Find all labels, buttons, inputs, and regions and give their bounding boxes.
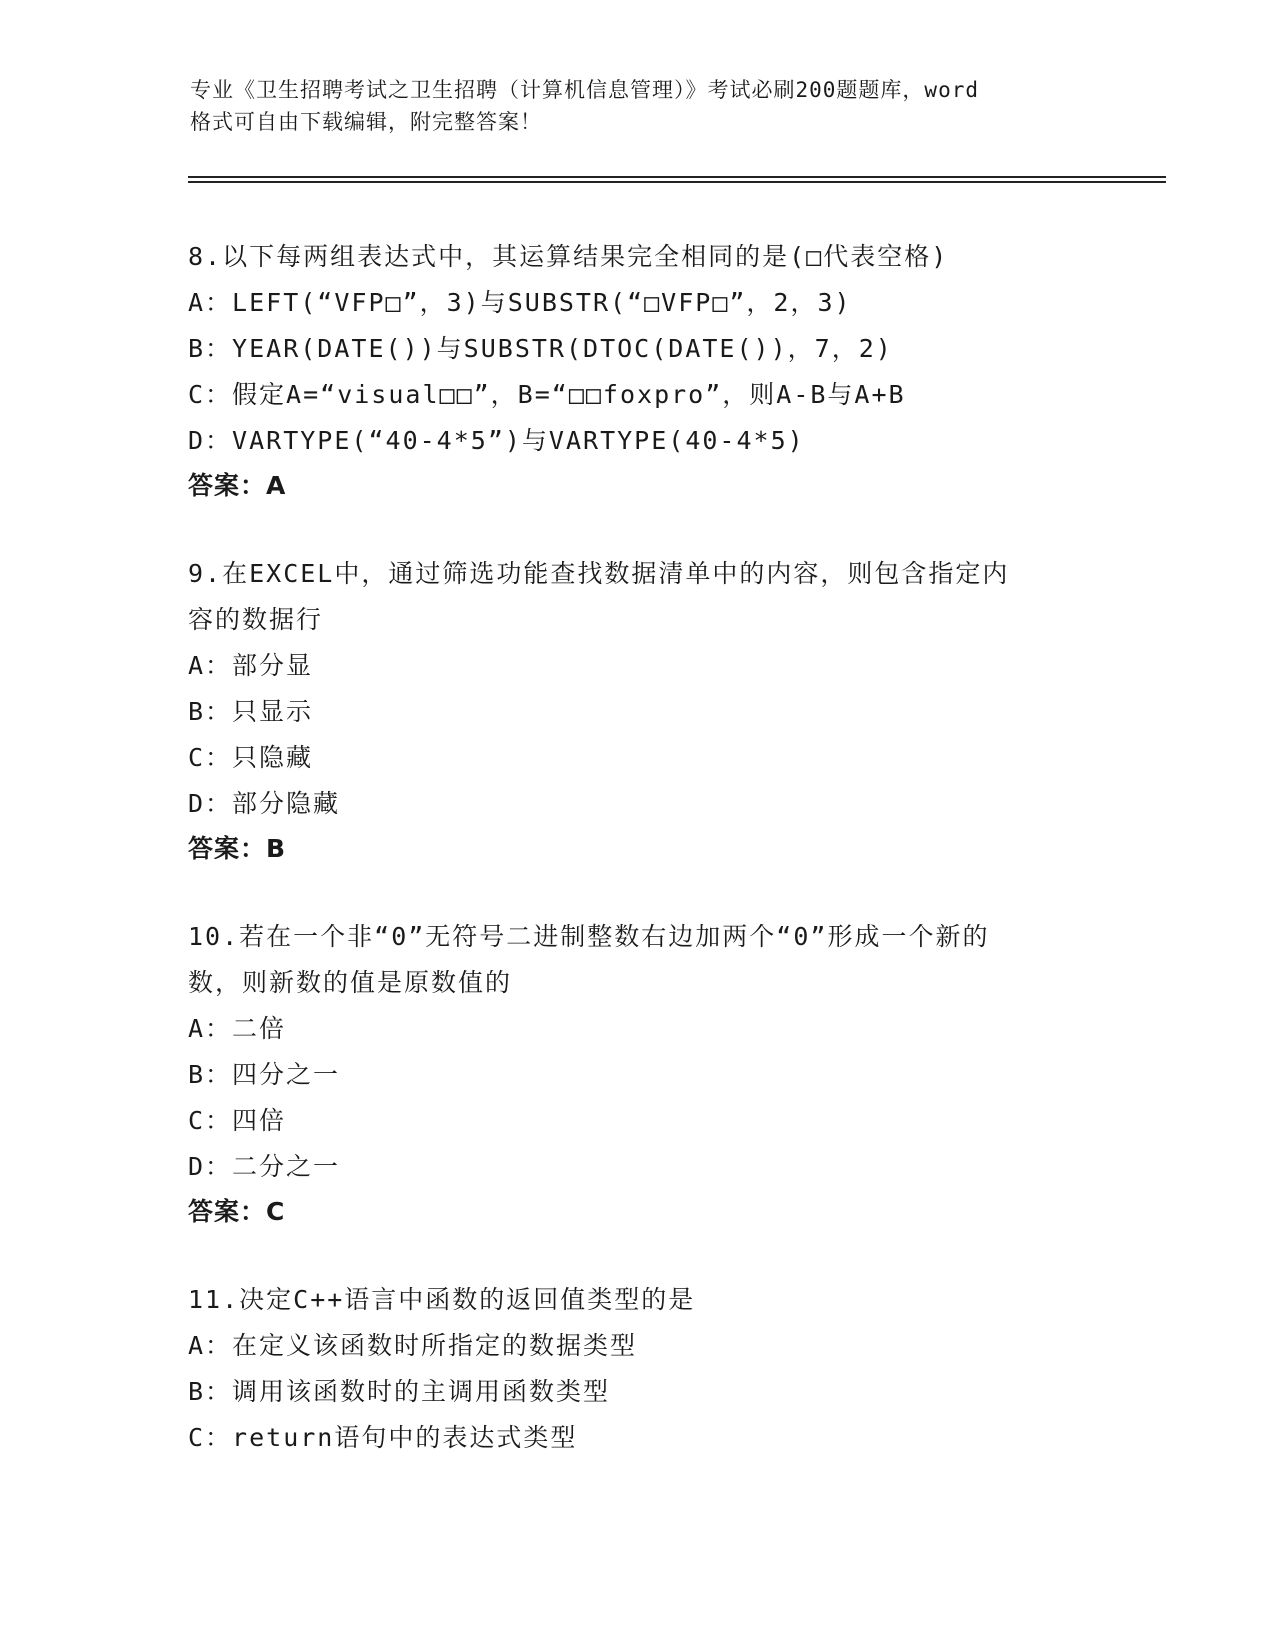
question-stem-line: 数，则新数的值是原数值的 bbox=[188, 968, 513, 997]
header-line-1: 专业《卫生招聘考试之卫生招聘（计算机信息管理）》考试必刷200题题库，word bbox=[190, 78, 979, 102]
option-c: C：return语句中的表达式类型 bbox=[188, 1423, 578, 1452]
question-item bbox=[188, 551, 1088, 871]
option-d: D：VARTYPE(“40-4*5”)与VARTYPE(40-4*5) bbox=[188, 426, 805, 455]
option-c: C：四倍 bbox=[188, 1106, 287, 1135]
header-line-2: 格式可自由下载编辑，附完整答案！ bbox=[190, 110, 542, 134]
option-d: D：部分隐藏 bbox=[188, 789, 341, 818]
question-stem-line: 容的数据行 bbox=[188, 605, 324, 634]
question-item bbox=[188, 234, 1088, 508]
question-stem-line: 10.若在一个非“0”无符号二进制整数右边加两个“0”形成一个新的 bbox=[188, 922, 990, 951]
option-c: C：假定A=“visual□□”，B=“□□foxpro”，则A-B与A+B bbox=[188, 380, 906, 409]
question-item bbox=[188, 1277, 1088, 1461]
question-stem-line: 8.以下每两组表达式中，其运算结果完全相同的是(□代表空格) bbox=[188, 242, 949, 271]
option-a: A：部分显 bbox=[188, 651, 314, 680]
document-header bbox=[190, 74, 1110, 138]
question-stem-line: 9.在EXCEL中，通过筛选功能查找数据清单中的内容，则包含指定内 bbox=[188, 559, 1010, 588]
question-item bbox=[188, 914, 1088, 1234]
answer-label: 答案：B bbox=[188, 834, 287, 863]
option-b: B：四分之一 bbox=[188, 1060, 341, 1089]
option-c: C：只隐藏 bbox=[188, 743, 314, 772]
option-a: A：在定义该函数时所指定的数据类型 bbox=[188, 1331, 638, 1360]
option-b: B：YEAR(DATE())与SUBSTR(DTOC(DATE())，7，2) bbox=[188, 334, 893, 363]
question-list bbox=[188, 234, 1088, 1504]
header-divider-top bbox=[188, 176, 1166, 178]
header-divider-bottom bbox=[188, 181, 1166, 183]
option-a: A：二倍 bbox=[188, 1014, 287, 1043]
option-b: B：只显示 bbox=[188, 697, 314, 726]
question-stem-line: 11.决定C++语言中函数的返回值类型的是 bbox=[188, 1285, 696, 1314]
option-b: B：调用该函数时的主调用函数类型 bbox=[188, 1377, 611, 1406]
option-a: A：LEFT(“VFP□”，3)与SUBSTR(“□VFP□”，2，3) bbox=[188, 288, 852, 317]
answer-label: 答案：C bbox=[188, 1197, 286, 1226]
option-d: D：二分之一 bbox=[188, 1152, 341, 1181]
answer-label: 答案：A bbox=[188, 471, 287, 500]
